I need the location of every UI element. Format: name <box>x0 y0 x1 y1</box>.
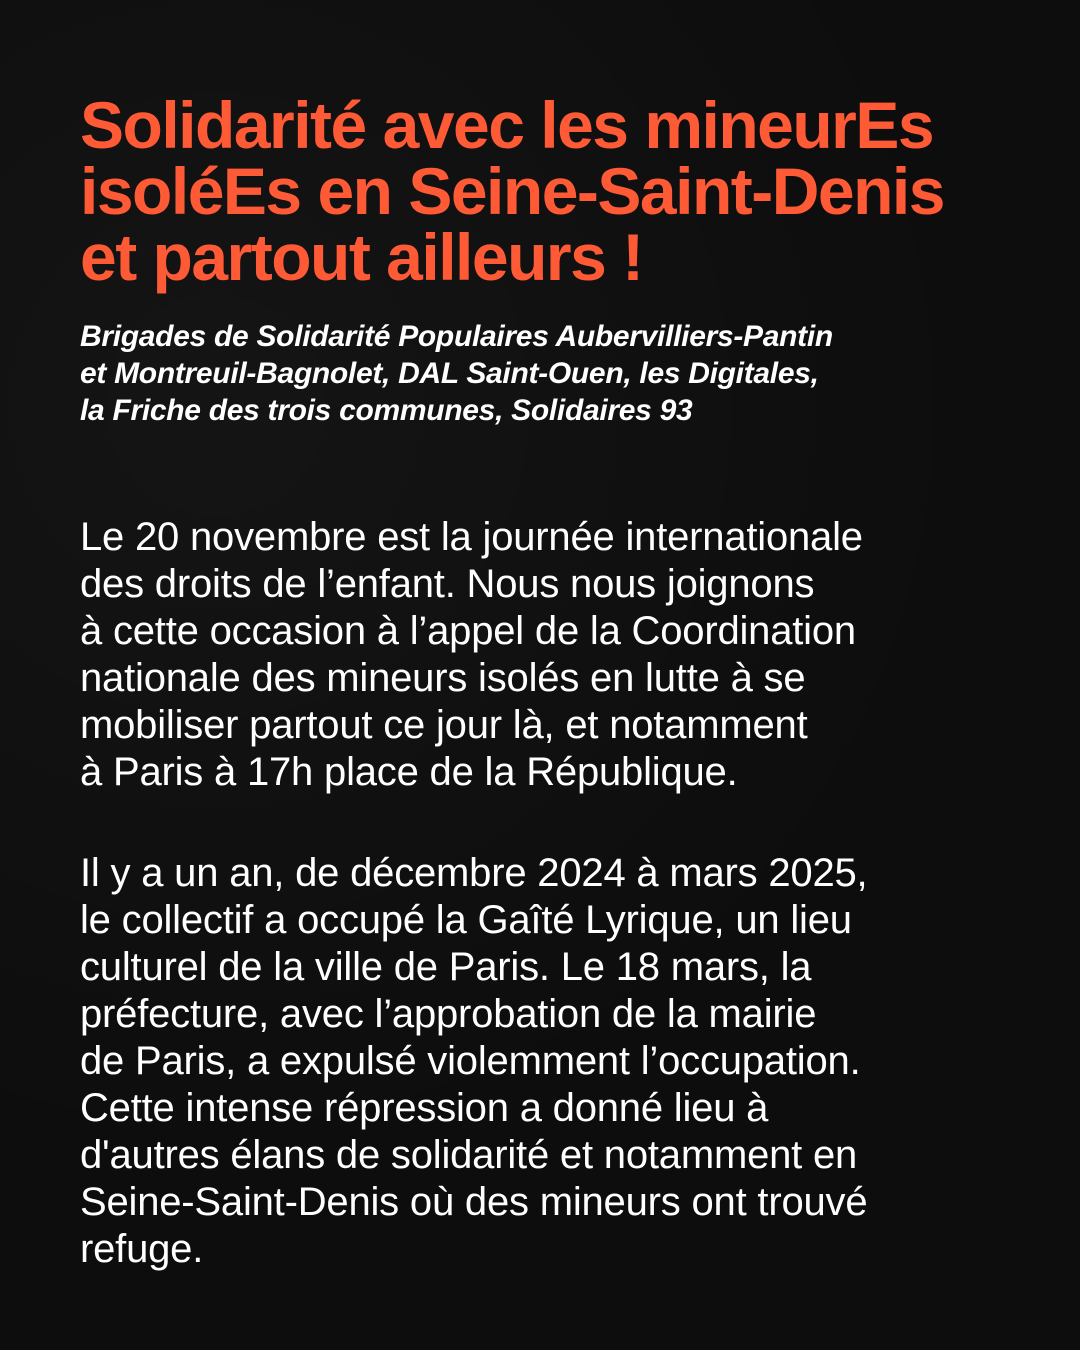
paragraph-line: Seine-Saint-Denis où des mineurs ont trouvé <box>80 1180 868 1224</box>
paragraph-line: à Paris à 17h place de la République. <box>80 750 738 794</box>
signatories-line: Brigades de Solidarité Populaires Aubervilliers-Pantin <box>80 320 833 353</box>
page-title <box>80 88 1020 294</box>
paragraph-line: nationale des mineurs isolés en lutte à se <box>80 656 806 700</box>
paragraph-line: Il y a un an, de décembre 2024 à mars 2025, <box>80 851 868 895</box>
paragraph-line: culturel de la ville de Paris. Le 18 mars, la <box>80 945 812 989</box>
signatories <box>80 318 1040 429</box>
paragraph-line: préfecture, avec l’approbation de la mairie <box>80 992 817 1036</box>
title-line: et partout ailleurs ! <box>80 220 643 294</box>
paragraph-line: Cette intense répression a donné lieu à <box>80 1086 769 1130</box>
paragraph-line: le collectif a occupé la Gaîté Lyrique, un lieu <box>80 898 852 942</box>
signatories-line: et Montreuil-Bagnolet, DAL Saint-Ouen, les Digitales, <box>80 357 819 390</box>
paragraph-line: d'autres élans de solidarité et notamment en <box>80 1133 858 1177</box>
paragraph-line: refuge. <box>80 1227 204 1271</box>
paragraph-line: Le 20 novembre est la journée internationale <box>80 515 863 559</box>
signatories-line: la Friche des trois communes, Solidaires 93 <box>80 394 693 427</box>
paragraph-line: à cette occasion à l’appel de la Coordination <box>80 609 856 653</box>
paragraph-line: de Paris, a expulsé violemment l’occupation. <box>80 1039 861 1083</box>
title-line: isoléEs en Seine-Saint-Denis <box>80 154 944 228</box>
title-line: Solidarité avec les mineurEs <box>80 88 934 162</box>
paragraph-line: mobiliser partout ce jour là, et notamment <box>80 703 808 747</box>
body-paragraph-1 <box>80 514 1040 796</box>
paragraph-line: des droits de l’enfant. Nous nous joignons <box>80 562 815 606</box>
body-paragraph-2 <box>80 850 1040 1273</box>
